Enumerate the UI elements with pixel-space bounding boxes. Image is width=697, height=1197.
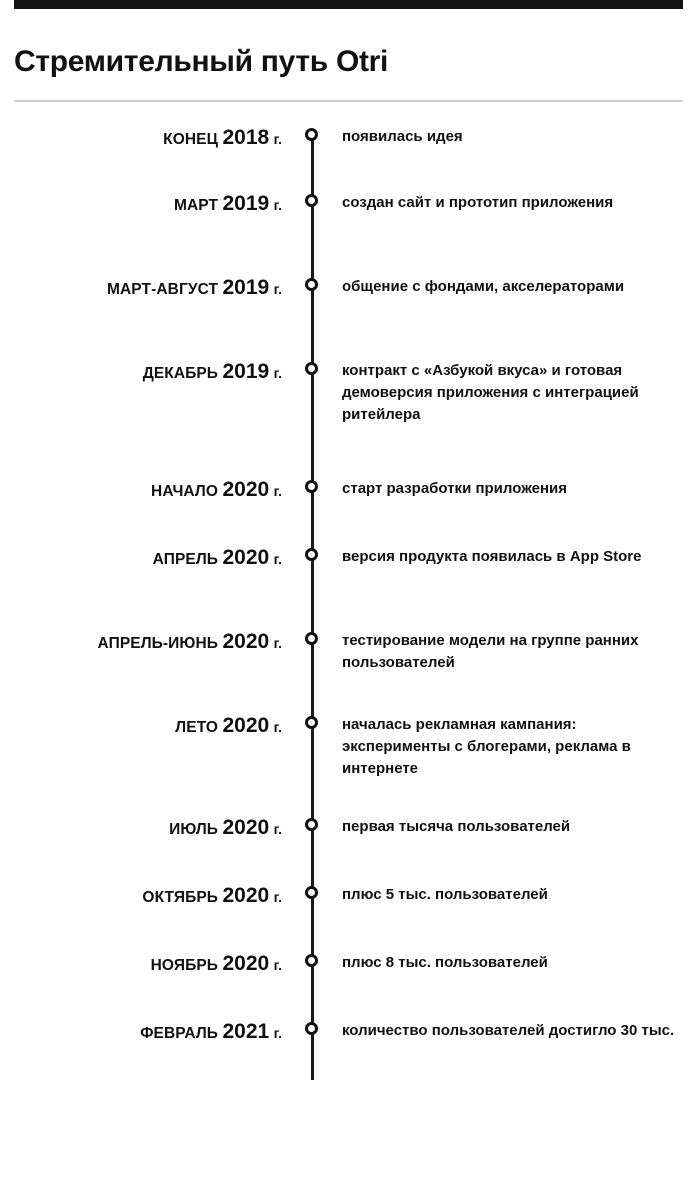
timeline-date-word: НОЯБРЬ	[150, 957, 219, 975]
timeline-dot-icon	[305, 362, 318, 375]
timeline-dot-cell	[282, 884, 340, 899]
timeline-row	[14, 708, 683, 810]
timeline-dot-cell	[282, 360, 340, 375]
timeline-row	[14, 810, 683, 878]
timeline-row	[14, 186, 683, 270]
timeline-date-year: 2020	[222, 714, 270, 738]
timeline-date-year: 2021	[222, 1020, 270, 1044]
timeline-date-word: ФЕВРАЛЬ	[140, 1025, 219, 1043]
timeline-date-year: 2019	[222, 360, 270, 384]
timeline-dot-cell	[282, 276, 340, 291]
timeline-event-text: контракт с «Азбукой вкуса» и готовая демоверсия приложения с интеграцией ритейлера	[342, 362, 639, 423]
timeline-date-suffix: г.	[273, 889, 282, 906]
timeline-dot-icon	[305, 886, 318, 899]
timeline-date	[14, 360, 282, 384]
timeline-row	[14, 108, 683, 186]
timeline-date-year: 2020	[222, 630, 270, 654]
timeline-date-suffix: г.	[273, 483, 282, 500]
timeline-dot-icon	[305, 128, 318, 141]
timeline-date-suffix: г.	[273, 821, 282, 838]
timeline	[0, 108, 697, 1080]
timeline-date	[14, 192, 282, 216]
timeline-dot-icon	[305, 194, 318, 207]
timeline-date-word: АПРЕЛЬ	[152, 551, 219, 569]
page-title: Стремительный путь Otri	[14, 45, 389, 79]
timeline-dot-icon	[305, 818, 318, 831]
timeline-date-year: 2019	[222, 192, 270, 216]
timeline-event-text: тестирование модели на группе ранних пользователей	[342, 632, 639, 671]
timeline-date	[14, 126, 282, 150]
timeline-dot-icon	[305, 278, 318, 291]
timeline-rows	[14, 108, 683, 1080]
timeline-date	[14, 630, 282, 654]
timeline-event-text: началась рекламная кампания: эксперименты с блогерами, реклама в интернете	[342, 716, 631, 777]
timeline-row	[14, 540, 683, 624]
timeline-dot-icon	[305, 716, 318, 729]
timeline-date	[14, 478, 282, 502]
timeline-date-suffix: г.	[273, 1025, 282, 1042]
timeline-row	[14, 270, 683, 354]
timeline-dot-cell	[282, 478, 340, 493]
timeline-dot-cell	[282, 126, 340, 141]
timeline-date-suffix: г.	[273, 957, 282, 974]
timeline-date-word: АПРЕЛЬ-ИЮНЬ	[97, 635, 219, 653]
timeline-date	[14, 714, 282, 738]
timeline-dot-icon	[305, 480, 318, 493]
timeline-date-suffix: г.	[273, 197, 282, 214]
timeline-date-word: КОНЕЦ	[163, 131, 219, 149]
timeline-dot-cell	[282, 952, 340, 967]
timeline-event-text: общение с фондами, акселераторами	[342, 278, 625, 296]
timeline-dot-cell	[282, 192, 340, 207]
top-rule	[14, 0, 683, 9]
timeline-dot-icon	[305, 954, 318, 967]
timeline-date	[14, 276, 282, 300]
timeline-date-year: 2019	[222, 276, 270, 300]
timeline-date	[14, 1020, 282, 1044]
timeline-event-text: плюс 8 тыс. пользователей	[342, 954, 548, 972]
timeline-row	[14, 878, 683, 946]
timeline-date-suffix: г.	[273, 281, 282, 298]
timeline-row	[14, 946, 683, 1014]
timeline-row	[14, 472, 683, 540]
timeline-date-year: 2020	[222, 546, 270, 570]
timeline-date	[14, 546, 282, 570]
header-divider	[14, 100, 683, 102]
timeline-event-text: старт разработки приложения	[342, 480, 568, 498]
timeline-event-text: плюс 5 тыс. пользователей	[342, 886, 548, 904]
timeline-dot-icon	[305, 548, 318, 561]
bottom-spacer	[0, 1080, 697, 1088]
timeline-date-year: 2020	[222, 478, 270, 502]
timeline-date-year: 2018	[222, 126, 270, 150]
timeline-date-year: 2020	[222, 816, 270, 840]
timeline-date-word: МАРТ	[173, 197, 219, 215]
timeline-dot-cell	[282, 1020, 340, 1035]
timeline-date-word: ИЮЛЬ	[169, 821, 219, 839]
timeline-date-year: 2020	[222, 952, 270, 976]
timeline-dot-icon	[305, 632, 318, 645]
timeline-date	[14, 952, 282, 976]
timeline-dot-cell	[282, 816, 340, 831]
timeline-event-text: версия продукта появилась в App Store	[342, 548, 642, 566]
timeline-event-text: появилась идея	[342, 128, 463, 146]
timeline-date-suffix: г.	[273, 551, 282, 568]
timeline-date-word: НАЧАЛО	[151, 483, 219, 501]
timeline-event-text: первая тысяча пользователей	[342, 818, 571, 836]
timeline-date-suffix: г.	[273, 365, 282, 382]
timeline-date	[14, 884, 282, 908]
timeline-date-word: МАРТ-АВГУСТ	[106, 281, 219, 299]
timeline-event-text: создан сайт и прототип приложения	[342, 194, 614, 212]
timeline-dot-cell	[282, 714, 340, 729]
timeline-row	[14, 1014, 683, 1080]
timeline-dot-cell	[282, 546, 340, 561]
timeline-date-suffix: г.	[273, 635, 282, 652]
timeline-date	[14, 816, 282, 840]
timeline-date-suffix: г.	[273, 131, 282, 148]
timeline-dot-icon	[305, 1022, 318, 1035]
timeline-date-word: ЛЕТО	[175, 719, 219, 737]
timeline-row	[14, 624, 683, 708]
timeline-date-year: 2020	[222, 884, 270, 908]
timeline-row	[14, 354, 683, 472]
timeline-dot-cell	[282, 630, 340, 645]
timeline-date-word: ОКТЯБРЬ	[142, 889, 219, 907]
timeline-event-text: количество пользователей достигло 30 тыс.	[342, 1022, 675, 1040]
timeline-date-word: ДЕКАБРЬ	[142, 365, 219, 383]
timeline-date-suffix: г.	[273, 719, 282, 736]
